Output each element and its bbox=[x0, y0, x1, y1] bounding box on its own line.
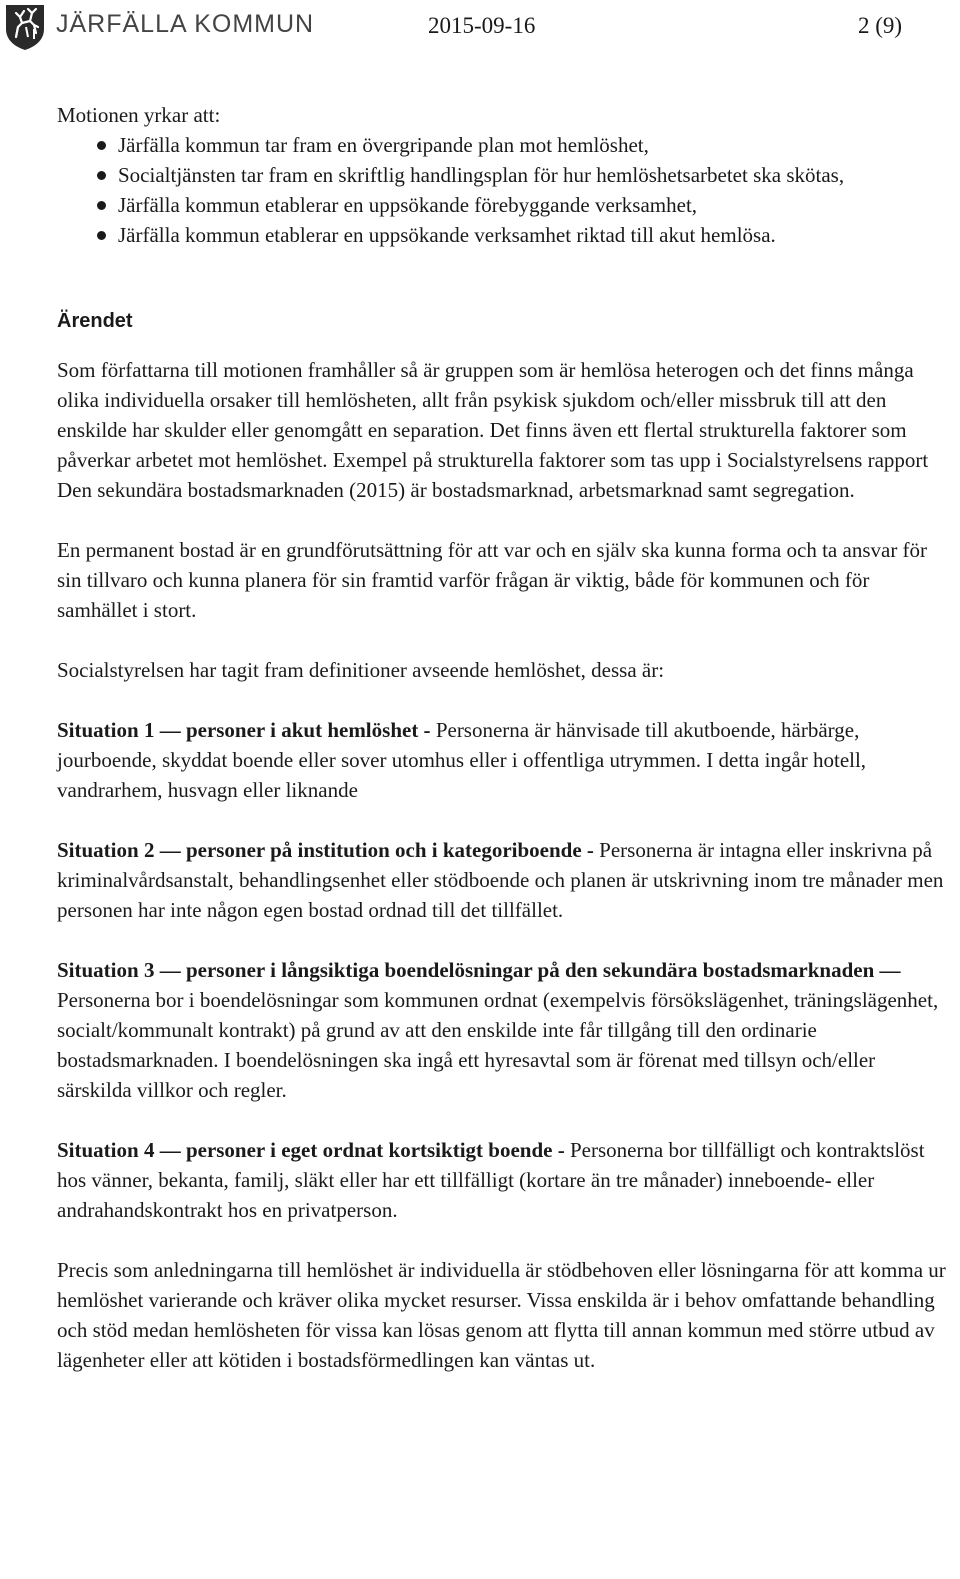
list-item: Järfälla kommun tar fram en övergripande plan mot hemlöshet, bbox=[57, 130, 952, 160]
situation-title: Situation 2 — personer på institution och i kategoriboende - bbox=[57, 838, 594, 862]
list-item: Järfälla kommun etablerar en uppsökande förebyggande verksamhet, bbox=[57, 190, 952, 220]
org-name: JÄRFÄLLA KOMMUN bbox=[56, 10, 315, 38]
situation-text: Personerna är intagna eller inskrivna på kriminalvårdsanstalt, behandlingsenhet eller stödboende och planen är utskrivning inom tre månader men personen har inte någon egen bostad ordnad till det tillfället. bbox=[57, 838, 944, 922]
situation-2 bbox=[57, 835, 952, 925]
list-item: Järfälla kommun etablerar en uppsökande verksamhet riktad till akut hemlösa. bbox=[57, 220, 952, 250]
paragraph: En permanent bostad är en grundförutsättning för att var och en själv ska kunna forma och ta ansvar för sin tillvaro och kunna planera för sin framtid varför frågan är viktig, både för kommunen och för samhället i stort. bbox=[57, 538, 928, 622]
situation-title: Situation 1 — personer i akut hemlöshet - bbox=[57, 718, 431, 742]
situation-text: Personerna är hänvisade till akutboende, härbärge, jourboende, skyddat boende eller sover utomhus eller i offentliga utrymmen. I detta ingår hotell, vandrarhem, husvagn eller liknande bbox=[57, 718, 867, 802]
deer-crest-icon bbox=[4, 3, 46, 51]
list-item: Socialtjänsten tar fram en skriftlig handlingsplan för hur hemlöshetsarbetet ska skötas, bbox=[57, 160, 952, 190]
bullet-icon bbox=[97, 141, 106, 150]
situation-text: Personerna bor i boendelösningar som kommunen ordnat (exempelvis försökslägenhet, träningslägenhet, socialt/kommunalt kontrakt) på grund av att den enskilde inte får tillgång till den ordinarie bostadsmarknaden. I boendelösningen ska ingå ett hyresavtal som är förenat med tillsyn och/eller särskilda villkor och regler. bbox=[57, 988, 939, 1102]
situation-4 bbox=[57, 1135, 952, 1225]
situation-title: Situation 3 — personer i långsiktiga boendelösningar på den sekundära bostadsmarknaden — bbox=[57, 958, 901, 982]
paragraph: Som författarna till motionen framhåller så är gruppen som är hemlösa heterogen och det finns många olika individuella orsaker till hemlösheten, allt från psykisk sjukdom och/eller missbruk till att den enskilde har skulder eller genomgått en separation. Det finns även ett flertal strukturella faktorer som påverkar arbetet mot hemlöshet. Exempel på strukturella faktorer som tas upp i Socialstyrelsens rapport Den sekundära bostadsmarknaden (2015) är bostadsmarknad, arbetsmarknad samt segregation. bbox=[57, 358, 929, 502]
demands-list bbox=[57, 130, 952, 250]
situation-text: Personerna bor tillfälligt och kontraktslöst hos vänner, bekanta, familj, släkt eller har ett tillfälligt (kortare än tre månader) inneboende- eller andrahandskontrakt hos en privatperson. bbox=[57, 1138, 925, 1222]
paragraph: Precis som anledningarna till hemlöshet är individuella är stödbehoven eller lösningarna för att komma ur hemlöshet varierande och kräver olika mycket resurser. Vissa enskilda är i behov omfattande behandling och stöd medan hemlösheten för vissa kan lösas genom att flytta till annan kommun med större utbud av lägenheter eller att kötiden i bostadsförmedlingen kan väntas ut. bbox=[57, 1258, 946, 1372]
page-number: 2 (9) bbox=[858, 13, 903, 38]
paragraph: Socialstyrelsen har tagit fram definitioner avseende hemlöshet, dessa är: bbox=[57, 658, 665, 682]
situation-title: Situation 4 — personer i eget ordnat kortsiktigt boende - bbox=[57, 1138, 565, 1162]
document-body bbox=[57, 100, 952, 1375]
section-heading: Ärendet bbox=[57, 310, 133, 332]
bullet-icon bbox=[97, 231, 106, 240]
page-header bbox=[0, 0, 960, 60]
situation-1 bbox=[57, 715, 952, 805]
bullet-icon bbox=[97, 171, 106, 180]
intro-text: Motionen yrkar att: bbox=[57, 103, 221, 127]
bullet-icon bbox=[97, 201, 106, 210]
situation-3 bbox=[57, 955, 952, 1105]
document-date: 2015-09-16 bbox=[428, 13, 536, 38]
